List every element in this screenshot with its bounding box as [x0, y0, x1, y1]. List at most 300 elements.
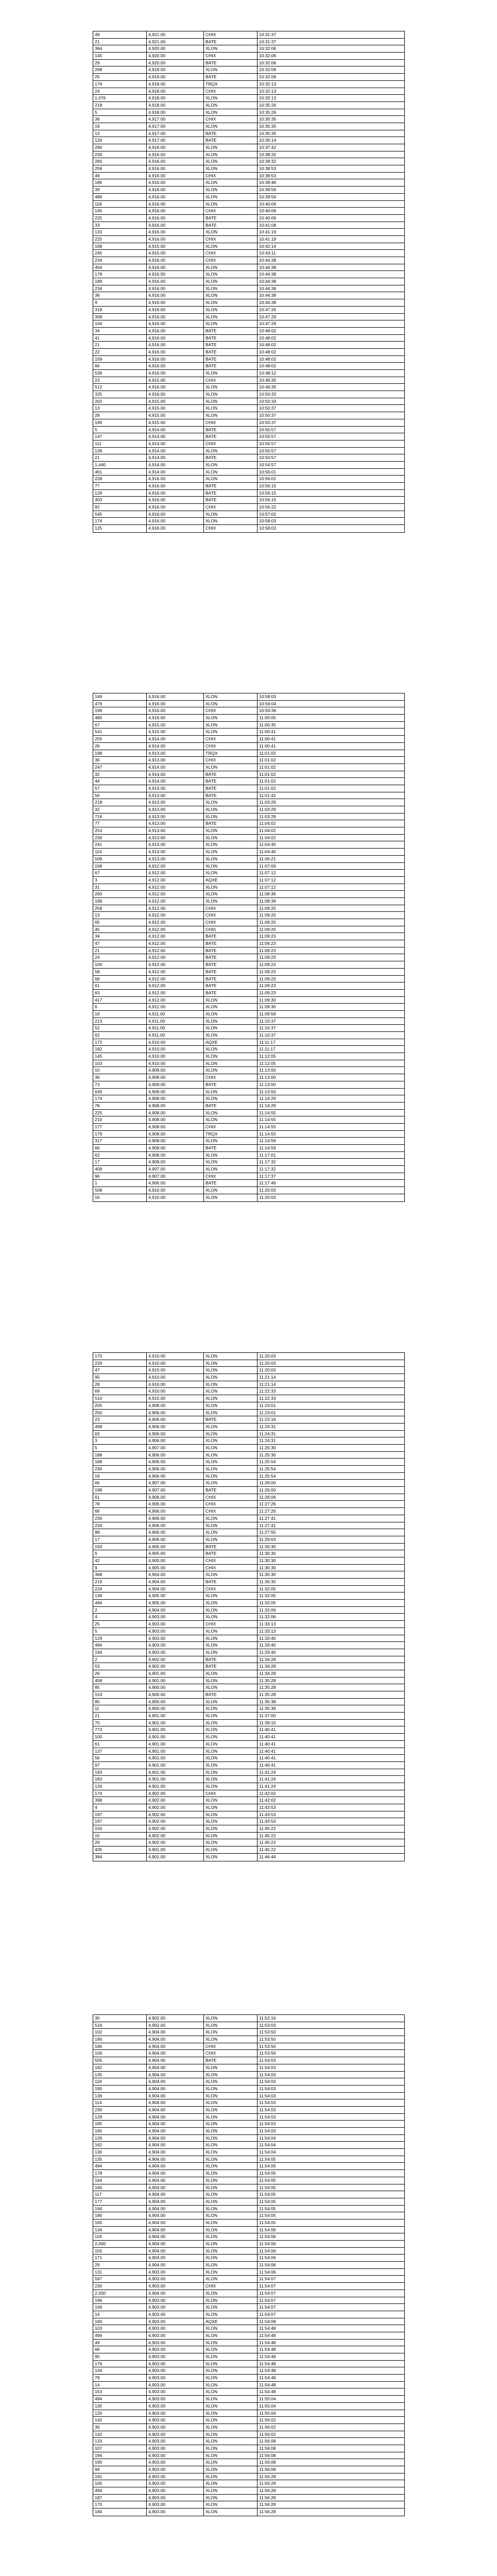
time-cell: 11:25:30	[259, 1445, 276, 1450]
time-cell: 11:11:17	[259, 1039, 276, 1045]
table-row	[93, 1423, 404, 1431]
volume-cell: 11	[93, 1705, 147, 1712]
time-cell: 11:56:28	[259, 2502, 276, 2507]
volume-cell: 136	[93, 2093, 147, 2099]
volume-cell: 14	[93, 2382, 147, 2388]
volume-cell: 458	[93, 1677, 147, 1684]
volume-cell: 135	[93, 2156, 147, 2163]
venue-cell: XLON	[204, 1684, 258, 1691]
price-cell: 4,903.00	[147, 1621, 204, 1628]
table-row	[93, 1621, 404, 1628]
table-row	[93, 1053, 404, 1060]
venue-cell: XLON	[204, 1116, 258, 1123]
time-cell: 11:06:21	[259, 856, 276, 861]
venue-cell: XLON	[204, 2438, 258, 2445]
venue-cell: XLON	[204, 1762, 258, 1769]
table-row	[93, 891, 404, 898]
table-row	[93, 1839, 404, 1846]
time-cell: 11:54:48	[259, 2382, 276, 2387]
table-row	[93, 1032, 404, 1039]
table-row	[93, 1811, 404, 1819]
volume-cell: 536	[93, 370, 147, 377]
volume-cell: 189	[93, 898, 147, 905]
price-cell: 4,904.00	[147, 2029, 204, 2036]
price-cell: 4,917.00	[147, 137, 204, 144]
venue-cell: BATE	[204, 990, 258, 996]
time-cell: 11:25:54	[259, 1466, 276, 1471]
volume-cell: 160	[93, 2318, 147, 2325]
volume-cell: 22	[93, 349, 147, 355]
volume-cell: 135	[93, 2072, 147, 2078]
table-row	[93, 433, 404, 440]
price-cell: 4,903.00	[147, 2311, 204, 2318]
volume-cell: 210	[93, 1116, 147, 1123]
volume-cell: 30	[93, 2015, 147, 2022]
price-cell: 4,901.00	[147, 1846, 204, 1853]
time-cell: 11:00:41	[259, 743, 276, 749]
time-cell: 11:17:37	[259, 1173, 276, 1179]
time-cell: 10:38:32	[259, 151, 277, 157]
volume-cell: 145	[93, 53, 147, 59]
time-cell: 11:54:06	[259, 2269, 276, 2275]
time-cell: 11:04:40	[259, 842, 276, 848]
volume-cell: 73	[93, 1081, 147, 1088]
table-row	[93, 1187, 404, 1194]
volume-cell: 1	[93, 1180, 147, 1187]
table-row	[93, 1649, 404, 1656]
volume-cell: 69	[93, 1388, 147, 1395]
table-row	[93, 1550, 404, 1557]
price-cell: 4,903.00	[147, 2459, 204, 2466]
price-cell: 4,903.00	[147, 2410, 204, 2417]
table-row	[93, 806, 404, 814]
time-cell: 11:54:04	[259, 2149, 276, 2155]
venue-cell: XLON	[204, 2445, 258, 2452]
venue-cell: XLON	[204, 806, 258, 813]
price-cell: 4,913.00	[147, 757, 204, 764]
time-cell: 10:50:33	[259, 398, 277, 404]
table-row	[93, 870, 404, 877]
price-cell: 4,907.00	[147, 1487, 204, 1494]
table-row	[93, 151, 404, 159]
venue-cell: BATE	[204, 778, 258, 785]
volume-cell: 67	[93, 722, 147, 728]
price-cell: 4,916.00	[147, 511, 204, 518]
price-cell: 4,919.00	[147, 66, 204, 73]
volume-cell: 107	[93, 2445, 147, 2452]
price-cell: 4,904.00	[147, 2121, 204, 2127]
table-row	[93, 1734, 404, 1741]
table-row	[93, 1515, 404, 1522]
table-row	[93, 2036, 404, 2043]
volume-cell: 479	[93, 701, 147, 707]
price-cell: 4,902.00	[147, 1790, 204, 1797]
time-cell: 11:23:01	[259, 1402, 276, 1408]
venue-cell: CHIX	[204, 757, 258, 764]
venue-cell: XLON	[204, 2064, 258, 2071]
price-cell: 4,904.00	[147, 2156, 204, 2163]
price-cell: 4,909.00	[147, 1089, 204, 1095]
time-cell: 11:01:02	[259, 785, 276, 791]
venue-cell: XLON	[204, 201, 258, 208]
time-cell: 11:13:50	[259, 1089, 276, 1094]
venue-cell: TRQX	[204, 750, 258, 757]
time-cell: 10:54:57	[259, 462, 277, 467]
table-row	[93, 1367, 404, 1374]
venue-cell: XLON	[204, 1529, 258, 1536]
volume-cell: 187	[93, 2495, 147, 2501]
time-cell: 11:54:06	[259, 2255, 276, 2261]
table-row	[93, 1431, 404, 1438]
table-row	[93, 898, 404, 905]
volume-cell: 368	[93, 1571, 147, 1578]
price-cell: 4,916.00	[147, 707, 204, 714]
table-row	[93, 2015, 404, 2022]
volume-cell: 255	[93, 736, 147, 742]
volume-cell: 129	[93, 2114, 147, 2121]
price-cell: 4,918.00	[147, 81, 204, 88]
time-cell: 11:54:05	[259, 2177, 276, 2183]
table-row	[93, 707, 404, 715]
time-cell: 11:54:03	[259, 2100, 276, 2106]
time-cell: 11:04:02	[259, 828, 276, 834]
venue-cell: XLON	[204, 243, 258, 250]
volume-cell: 36	[93, 757, 147, 764]
volume-cell: 494	[93, 2163, 147, 2170]
price-cell: 4,910.00	[147, 1046, 204, 1053]
venue-cell: XLON	[204, 2255, 258, 2261]
price-cell: 4,905.00	[147, 1592, 204, 1599]
venue-cell: BATE	[204, 454, 258, 461]
venue-cell: XLON	[204, 2099, 258, 2106]
table-row	[93, 462, 404, 469]
price-cell: 4,912.00	[147, 863, 204, 870]
table-row	[93, 947, 404, 955]
time-cell: 10:35:26	[259, 102, 277, 108]
volume-cell: 97	[93, 1762, 147, 1769]
price-cell: 4,915.00	[147, 419, 204, 426]
venue-cell: TRQX	[204, 1131, 258, 1138]
price-cell: 4,903.00	[147, 2332, 204, 2339]
time-cell: 11:55:04	[259, 2396, 276, 2402]
table-row	[93, 2388, 404, 2396]
table-row	[93, 940, 404, 947]
venue-cell: XLON	[204, 1515, 258, 1522]
volume-cell: 508	[93, 1187, 147, 1194]
price-cell: 4,901.00	[147, 1769, 204, 1776]
price-cell: 4,903.00	[147, 2473, 204, 2480]
price-cell: 4,909.00	[147, 1081, 204, 1088]
time-cell: 10:44:38	[259, 293, 277, 298]
table-row	[93, 1670, 404, 1677]
time-cell: 11:55:04	[259, 2403, 276, 2409]
time-cell: 11:46:44	[259, 1854, 276, 1859]
volume-cell: 4	[93, 1804, 147, 1811]
venue-cell: XLON	[204, 898, 258, 905]
table-row	[93, 933, 404, 940]
price-cell: 4,903.00	[147, 2276, 204, 2282]
volume-cell: 182	[93, 2064, 147, 2071]
price-cell: 4,904.00	[147, 2184, 204, 2191]
volume-cell: 456	[93, 264, 147, 271]
venue-cell: XLON	[204, 849, 258, 855]
price-cell: 4,910.00	[147, 1194, 204, 1201]
price-cell: 4,916.00	[147, 320, 204, 327]
time-cell: 10:43:11	[259, 250, 276, 256]
price-cell: 4,904.00	[147, 2255, 204, 2261]
time-cell: 11:33:40	[259, 1642, 276, 1648]
time-cell: 11:43:53	[259, 1805, 276, 1810]
time-cell: 10:35:35	[259, 116, 277, 122]
time-cell: 11:34:28	[259, 1670, 276, 1676]
venue-cell: XLON	[204, 2375, 258, 2381]
volume-cell: 126	[93, 2135, 147, 2142]
price-cell: 4,912.00	[147, 940, 204, 947]
time-cell: 11:53:50	[259, 2029, 276, 2035]
price-cell: 4,913.00	[147, 792, 204, 799]
price-cell: 4,904.00	[147, 1586, 204, 1592]
venue-cell: XLON	[204, 448, 258, 454]
venue-cell: XLON	[204, 1783, 258, 1790]
volume-cell: 494	[93, 2487, 147, 2494]
table-row	[93, 328, 404, 335]
venue-cell: XLON	[204, 1473, 258, 1480]
price-cell: 4,914.00	[147, 736, 204, 742]
volume-cell: 153	[93, 2388, 147, 2395]
volume-cell: 131	[93, 2269, 147, 2276]
venue-cell: XLON	[204, 1699, 258, 1705]
volume-cell: 172	[93, 1039, 147, 1046]
volume-cell: 494	[93, 2332, 147, 2339]
price-cell: 4,906.00	[147, 1180, 204, 1187]
table-row	[93, 257, 404, 264]
venue-cell: XLON	[204, 1410, 258, 1416]
price-cell: 4,901.00	[147, 1741, 204, 1748]
venue-cell: XLON	[204, 728, 258, 735]
venue-cell: XLON	[204, 229, 258, 235]
volume-cell: 114	[93, 849, 147, 855]
volume-cell: 129	[93, 490, 147, 497]
table-row	[93, 1180, 404, 1187]
time-cell: 10:56:22	[259, 504, 277, 510]
time-cell: 11:54:05	[259, 2163, 276, 2169]
time-cell: 11:01:02	[259, 778, 276, 784]
venue-cell: XLON	[204, 2452, 258, 2459]
venue-cell: CHIX	[204, 1494, 258, 1501]
price-cell: 4,901.00	[147, 1748, 204, 1755]
volume-cell: 103	[93, 1060, 147, 1067]
table-row	[93, 1557, 404, 1565]
table-row	[93, 863, 404, 870]
venue-cell: XLON	[204, 2473, 258, 2480]
price-cell: 4,914.00	[147, 469, 204, 476]
price-cell: 4,920.00	[147, 45, 204, 52]
price-cell: 4,913.00	[147, 820, 204, 827]
table-row	[93, 116, 404, 123]
price-cell: 4,916.00	[147, 299, 204, 306]
price-cell: 4,904.00	[147, 2057, 204, 2064]
volume-cell: 498	[93, 1423, 147, 1430]
venue-cell: XLON	[204, 1713, 258, 1719]
volume-cell: 205	[93, 1402, 147, 1409]
venue-cell: XLON	[204, 391, 258, 398]
time-cell: 11:09:23	[259, 990, 276, 995]
venue-cell: XLON	[204, 2078, 258, 2085]
time-cell: 11:54:03	[259, 2128, 276, 2133]
volume-cell: 197	[93, 1811, 147, 1818]
venue-cell: XLON	[204, 2304, 258, 2311]
table-row	[93, 1769, 404, 1776]
volume-cell: 26	[93, 1670, 147, 1677]
price-cell: 4,903.00	[147, 2346, 204, 2353]
venue-cell: XLON	[204, 292, 258, 299]
table-row	[93, 1494, 404, 1501]
table-row	[93, 2206, 404, 2213]
venue-cell: XLON	[204, 518, 258, 524]
trades-table	[93, 1352, 405, 1861]
volume-cell: 47	[93, 1367, 147, 1374]
time-cell: 11:00:41	[259, 729, 276, 735]
time-cell: 11:54:07	[259, 2276, 276, 2282]
volume-cell: 2	[93, 1656, 147, 1663]
price-cell: 4,904.00	[147, 2093, 204, 2099]
price-cell: 4,912.00	[147, 884, 204, 891]
table-row	[93, 490, 404, 497]
venue-cell: BATE	[204, 771, 258, 778]
venue-cell: XLON	[204, 1011, 258, 1018]
time-cell: 10:49:35	[259, 384, 277, 390]
volume-cell: 241	[93, 841, 147, 848]
price-cell: 4,908.00	[147, 1159, 204, 1165]
time-cell: 11:56:28	[259, 2488, 276, 2494]
volume-cell: 49	[93, 31, 147, 38]
venue-cell: XLON	[204, 2501, 258, 2508]
table-row	[93, 1452, 404, 1459]
price-cell: 4,903.00	[147, 2495, 204, 2501]
table-row	[93, 976, 404, 983]
table-row	[93, 511, 404, 518]
price-cell: 4,916.00	[147, 173, 204, 179]
time-cell: 11:07:12	[259, 884, 276, 890]
volume-cell: 545	[93, 511, 147, 518]
volume-cell: 258	[93, 165, 147, 172]
table-row	[93, 841, 404, 849]
table-row	[93, 827, 404, 835]
table-row	[93, 2403, 404, 2410]
volume-cell: 95	[93, 1374, 147, 1381]
price-cell: 4,921.00	[147, 31, 204, 38]
price-cell: 4,913.00	[147, 806, 204, 813]
volume-cell: 188	[93, 1452, 147, 1459]
time-cell: 11:56:02	[259, 2424, 276, 2430]
venue-cell: XLON	[204, 891, 258, 897]
volume-cell: 509	[93, 856, 147, 862]
venue-cell: XLON	[204, 2424, 258, 2431]
time-cell: 11:35:38	[259, 1699, 276, 1704]
venue-cell: CHIX	[204, 1508, 258, 1515]
time-cell: 11:12:05	[259, 1060, 276, 1066]
table-row	[93, 926, 404, 934]
volume-cell: 2,000	[93, 2241, 147, 2247]
volume-cell: 10	[93, 1067, 147, 1074]
volume-cell: 66	[93, 1480, 147, 1486]
table-row	[93, 990, 404, 997]
volume-cell: 145	[93, 1053, 147, 1060]
volume-cell: 229	[93, 1360, 147, 1367]
venue-cell: XLON	[204, 398, 258, 405]
time-cell: 11:25:54	[259, 1459, 276, 1465]
time-cell: 10:50:57	[259, 427, 277, 432]
venue-cell: XLON	[204, 1067, 258, 1074]
price-cell: 4,911.00	[147, 1018, 204, 1025]
venue-cell: XLON	[204, 1748, 258, 1755]
price-cell: 4,903.00	[147, 2438, 204, 2445]
time-cell: 11:54:07	[259, 2290, 276, 2296]
volume-cell: 159	[93, 356, 147, 363]
time-cell: 10:38:53	[259, 173, 277, 178]
table-row	[93, 292, 404, 299]
time-cell: 11:54:06	[259, 2227, 276, 2232]
venue-cell: BATE	[204, 969, 258, 975]
table-row	[93, 497, 404, 504]
volume-cell: 268	[93, 66, 147, 73]
venue-cell: XLON	[204, 1004, 258, 1010]
venue-cell: XLON	[204, 2480, 258, 2487]
venue-cell: XLON	[204, 384, 258, 391]
venue-cell: XLON	[204, 764, 258, 771]
table-row	[93, 1124, 404, 1131]
table-row	[93, 1600, 404, 1607]
time-cell: 10:41:08	[259, 222, 277, 228]
volume-cell: 25	[93, 74, 147, 80]
table-row	[93, 1501, 404, 1508]
volume-cell: 461	[93, 469, 147, 476]
price-cell: 4,914.00	[147, 454, 204, 461]
venue-cell: XLON	[204, 1854, 258, 1861]
venue-cell: XLON	[204, 45, 258, 52]
venue-cell: XLON	[204, 165, 258, 172]
time-cell: 11:55:04	[259, 2410, 276, 2416]
venue-cell: CHIX	[204, 53, 258, 59]
time-cell: 10:40:06	[259, 201, 277, 207]
volume-cell: 136	[93, 448, 147, 454]
volume-cell: 198	[93, 1487, 147, 1494]
price-cell: 4,906.00	[147, 1466, 204, 1472]
venue-cell: XLON	[204, 102, 258, 109]
volume-cell: 104	[93, 320, 147, 327]
table-row	[93, 1663, 404, 1670]
venue-cell: XLON	[204, 2128, 258, 2134]
volume-cell: 126	[93, 137, 147, 144]
table-row	[93, 130, 404, 138]
volume-cell: 171	[93, 2255, 147, 2261]
venue-cell: BATE	[204, 1145, 258, 1151]
volume-cell: 136	[93, 1592, 147, 1599]
time-cell: 11:09:23	[259, 947, 276, 953]
table-row	[93, 342, 404, 349]
table-row	[93, 1004, 404, 1011]
price-cell: 4,915.00	[147, 250, 204, 257]
time-cell: 11:53:50	[259, 2037, 276, 2042]
table-row	[93, 2509, 404, 2516]
volume-cell: 88	[93, 1529, 147, 1536]
table-row	[93, 1466, 404, 1473]
venue-cell: XLON	[204, 2241, 258, 2247]
venue-cell: CHIX	[204, 525, 258, 532]
venue-cell: XLON	[204, 109, 258, 116]
table-row	[93, 2311, 404, 2318]
volume-cell: 177	[93, 2198, 147, 2205]
